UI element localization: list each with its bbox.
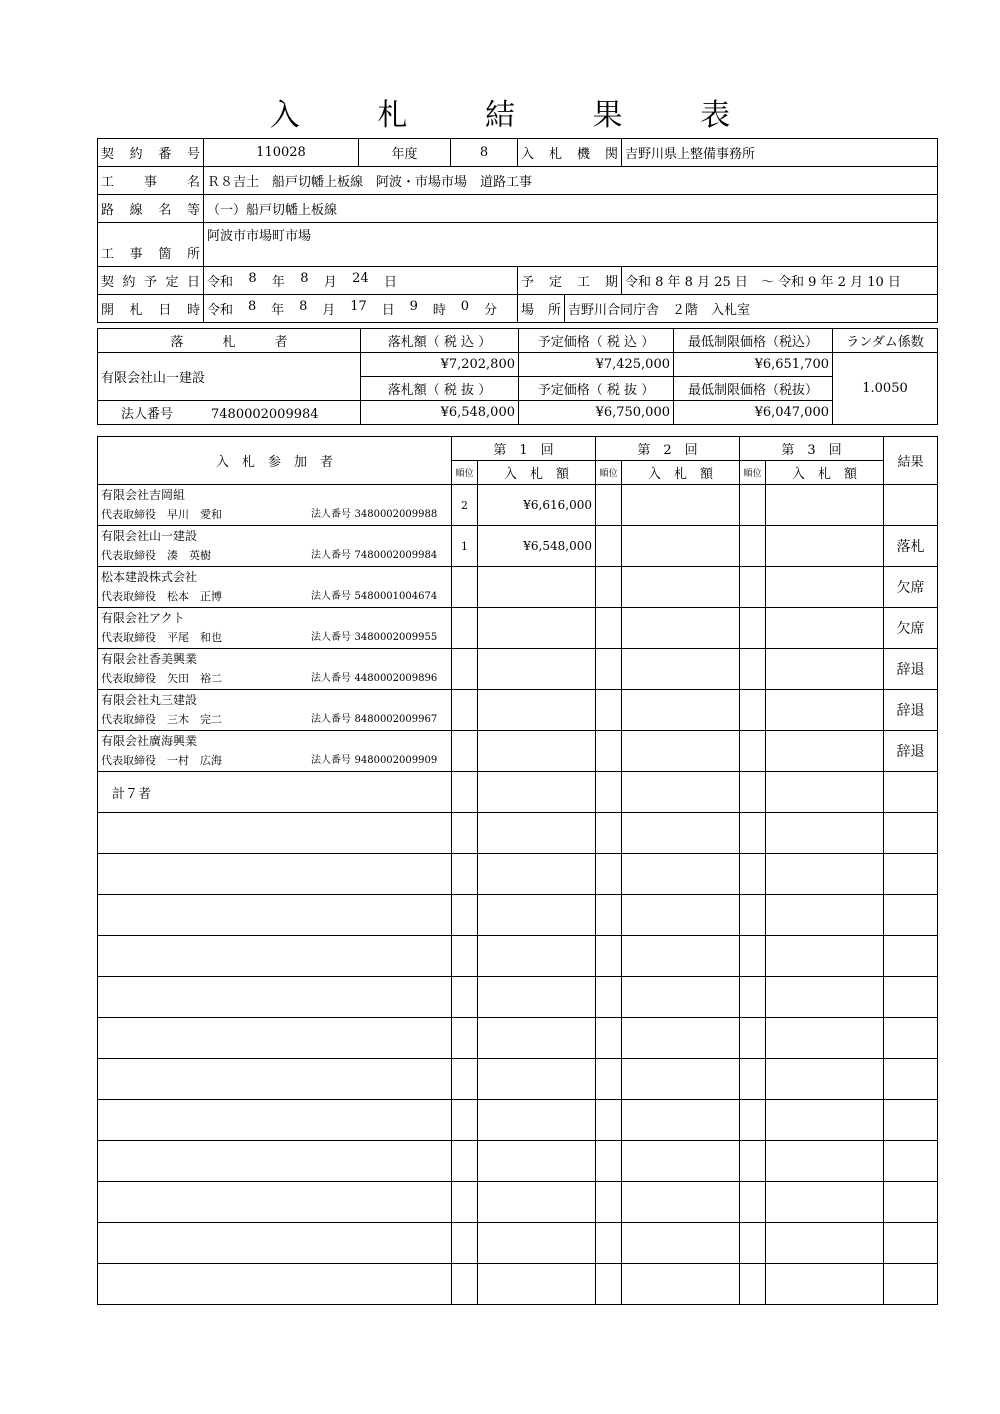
bidder-cell [98,485,452,526]
tax-ex-label: 落札額（ 税 抜 ） [361,377,519,401]
empty-cell [766,1264,884,1305]
bidder-round2-amount [622,649,740,690]
contract-date-year: 8 [248,271,257,286]
empty-cell [622,1100,740,1141]
bidder-representative: 代表取締役 松本 正博 [101,590,222,603]
contract-date-month-unit: 月 [323,275,337,290]
empty-cell [622,1223,740,1264]
empty-cell [596,1018,622,1059]
bidder-round1-rank [452,690,478,731]
empty-cell [478,813,596,854]
work-name-label: 工事名 [98,167,204,195]
bidder-result: 辞退 [884,690,938,731]
empty-cell [452,1018,478,1059]
empty-cell [622,936,740,977]
route: （一）船戸切幡上板線 [204,195,938,223]
round1-rank-label: 順位 [452,461,478,485]
empty-cell [766,977,884,1018]
blank-row [98,1264,938,1305]
empty-cell [740,1264,766,1305]
bidder-row [98,649,938,690]
contract-date-day-unit: 日 [383,275,397,290]
empty-cell [622,813,740,854]
contract-no-label: 契約番号 [98,139,204,167]
empty-cell [478,936,596,977]
year: 8 [451,139,518,167]
contract-no: 110028 [204,139,359,167]
empty-cell [596,1223,622,1264]
empty-cell [884,1264,938,1305]
empty-cell [452,895,478,936]
empty-cell [478,1223,596,1264]
bidder-round3-rank [740,485,766,526]
empty-cell [596,1141,622,1182]
place-label: 場所 [518,295,565,323]
bidder-row [98,690,938,731]
empty-cell [766,895,884,936]
empty-cell [478,1141,596,1182]
empty-cell [478,854,596,895]
period: 令和 8 年 8 月 25 日 ～ 令和 9 年 2 月 10 日 [622,267,938,295]
bidder-cell [98,567,452,608]
blank-row [98,977,938,1018]
empty-cell [766,772,884,813]
min-in-amount: ¥6,651,700 [674,353,833,377]
bidder-corp-label: 法人番号 [311,591,351,602]
open-date-label: 開札日時 [98,295,204,323]
empty-cell [740,895,766,936]
empty-cell [766,854,884,895]
bidder-round3-amount [766,526,884,567]
bidder-corp-no: 7480002009984 [354,550,438,561]
open-date-era: 令和 [207,303,234,318]
empty-cell [740,1018,766,1059]
bidder-corp-label: 法人番号 [311,632,351,643]
empty-cell [98,1100,452,1141]
empty-cell [622,1018,740,1059]
bidder-company: 有限会社香美興業 [101,652,198,666]
empty-cell [596,1264,622,1305]
empty-cell [766,936,884,977]
year-label: 年度 [359,139,451,167]
empty-cell [452,1223,478,1264]
bidder-corp-label: 法人番号 [311,673,351,684]
empty-cell [740,1100,766,1141]
bidder-round1-rank [452,608,478,649]
tax-in-label: 落札額（ 税 込 ） [361,329,519,353]
min-ex-label: 最低制限価格（税抜） [674,377,833,401]
bidder-representative: 代表取締役 一村 広海 [101,754,222,767]
tax-in-amount: ¥7,202,800 [361,353,519,377]
empty-cell [98,1182,452,1223]
blank-row [98,1141,938,1182]
bidder-corp-no: 3480002009988 [354,509,438,520]
bidder-round1-rank [452,567,478,608]
bidder-corp-no: 3480002009955 [354,632,438,643]
award-table [97,328,938,425]
contract-date-year-unit: 年 [271,275,285,290]
empty-cell [452,1141,478,1182]
empty-cell [452,1182,478,1223]
open-date-year: 8 [247,299,257,314]
contract-date [204,267,518,295]
place: 吉野川合同庁舎 ２階 入札室 [565,295,938,323]
est-ex-label: 予定価格（ 税 抜 ） [519,377,674,401]
blank-row [98,854,938,895]
empty-cell [596,1059,622,1100]
empty-cell [452,1100,478,1141]
round2-amount-label: 入 札 額 [622,461,740,485]
empty-cell [766,1018,884,1059]
bidder-row [98,608,938,649]
bidder-company: 有限会社丸三建設 [101,693,198,707]
empty-cell [452,854,478,895]
bidder-corp-label: 法人番号 [311,550,351,561]
bidder-round1-amount [478,690,596,731]
bidder-round3-rank [740,690,766,731]
empty-cell [884,936,938,977]
winner-header: 落 札 者 [98,329,361,353]
empty-cell [98,1223,452,1264]
bidder-corp-label: 法人番号 [311,755,351,766]
bidder-representative: 代表取締役 湊 英樹 [101,549,211,562]
bidder-corp-no: 5480001004674 [354,591,438,602]
corp-no: 7480002009984 [211,407,319,422]
bidder-round1-amount [478,649,596,690]
empty-cell [740,772,766,813]
empty-cell [478,1264,596,1305]
bidder-round3-rank [740,567,766,608]
empty-cell [884,1223,938,1264]
empty-cell [740,854,766,895]
bidder-cell [98,690,452,731]
est-ex-amount: ¥6,750,000 [519,401,674,425]
est-in-amount: ¥7,425,000 [519,353,674,377]
random-coefficient: 1.0050 [833,353,938,425]
bidder-result [884,485,938,526]
bidder-cell [98,649,452,690]
bidder-representative: 代表取締役 早川 愛和 [101,508,222,521]
bidder-company: 有限会社吉岡組 [101,488,186,502]
bidder-row [98,526,938,567]
blank-row [98,1182,938,1223]
bidder-round3-rank [740,731,766,772]
empty-cell [884,895,938,936]
bidder-round2-rank [596,731,622,772]
empty-cell [452,1059,478,1100]
bidder-round1-rank: 2 [452,485,478,526]
corp-no-label: 法人番号 [121,407,174,422]
bidder-round2-rank [596,690,622,731]
empty-cell [452,813,478,854]
bidder-cell [98,731,452,772]
empty-cell [596,1100,622,1141]
min-ex-amount: ¥6,047,000 [674,401,833,425]
empty-cell [622,1141,740,1182]
empty-cell [596,1182,622,1223]
empty-cell [478,977,596,1018]
open-date-minute: 0 [460,299,470,314]
empty-cell [98,977,452,1018]
bidder-round3-amount [766,567,884,608]
tax-ex-amount: ¥6,548,000 [361,401,519,425]
est-in-label: 予定価格（ 税 込 ） [519,329,674,353]
empty-cell [452,936,478,977]
round3-header: 第 3 回 [740,437,884,461]
empty-cell [884,813,938,854]
open-date [204,295,518,323]
open-date-month: 8 [299,299,308,314]
location-label: 工事箇所 [98,223,204,267]
contract-date-day: 24 [352,271,369,286]
empty-cell [740,1059,766,1100]
bidder-round2-amount [622,731,740,772]
bidder-round3-amount [766,485,884,526]
empty-cell [622,1059,740,1100]
empty-cell [98,895,452,936]
bidder-round2-rank [596,649,622,690]
bidder-company: 有限会社廣海興業 [101,734,198,748]
empty-cell [884,1059,938,1100]
min-in-label: 最低制限価格（税込） [674,329,833,353]
open-date-year-unit: 年 [271,303,285,318]
empty-cell [478,1182,596,1223]
bidder-round1-amount: ¥6,616,000 [478,485,596,526]
bid-results-table [97,436,938,1305]
open-date-day: 17 [350,299,367,314]
round3-rank-label: 順位 [740,461,766,485]
blank-row [98,1059,938,1100]
contract-date-month: 8 [300,271,309,286]
empty-cell [622,1182,740,1223]
winner-name: 有限会社山一建設 [98,353,361,401]
open-date-hour-unit: 時 [432,303,446,318]
bidder-round3-amount [766,649,884,690]
empty-cell [596,772,622,813]
blank-row [98,813,938,854]
empty-cell [98,1059,452,1100]
bidder-result: 辞退 [884,731,938,772]
empty-cell [478,895,596,936]
round1-amount-label: 入 札 額 [478,461,596,485]
empty-cell [884,854,938,895]
empty-cell [622,1264,740,1305]
bidder-round2-amount [622,526,740,567]
open-date-day-unit: 日 [381,303,395,318]
bidder-cell [98,608,452,649]
empty-cell [884,1141,938,1182]
empty-cell [740,1141,766,1182]
blank-row [98,1100,938,1141]
round2-rank-label: 順位 [596,461,622,485]
bidder-round2-rank [596,608,622,649]
blank-row [98,1223,938,1264]
empty-cell [766,1141,884,1182]
blank-row [98,936,938,977]
empty-cell [452,1264,478,1305]
bidder-round2-amount [622,485,740,526]
period-label: 予定工期 [518,267,622,295]
total-row [98,772,938,813]
bidder-round3-rank [740,649,766,690]
bidder-result: 辞退 [884,649,938,690]
bidder-round3-amount [766,608,884,649]
empty-cell [596,813,622,854]
empty-cell [884,772,938,813]
empty-cell [766,1100,884,1141]
bidder-round2-rank [596,526,622,567]
empty-cell [740,936,766,977]
bidder-representative: 代表取締役 矢田 裕二 [101,672,222,685]
bidder-company: 松本建設株式会社 [101,570,198,584]
agency: 吉野川県上整備事務所 [622,139,938,167]
empty-cell [452,977,478,1018]
empty-cell [740,1182,766,1223]
bidder-corp-no: 8480002009967 [354,714,438,725]
bidder-round2-amount [622,567,740,608]
round2-header: 第 2 回 [596,437,740,461]
round1-header: 第 1 回 [452,437,596,461]
empty-cell [766,1182,884,1223]
round3-amount-label: 入 札 額 [766,461,884,485]
contract-info-table [97,138,938,323]
location: 阿波市市場町市場 [204,223,938,267]
bidder-round1-amount [478,608,596,649]
bidder-round1-rank [452,649,478,690]
bidder-round1-rank [452,731,478,772]
page-title: 入 札 結 果 表 [269,98,765,133]
empty-cell [884,977,938,1018]
empty-cell [622,895,740,936]
empty-cell [884,1182,938,1223]
bidder-result: 欠席 [884,608,938,649]
bidder-round2-amount [622,690,740,731]
contract-date-label: 契約予定日 [98,267,204,295]
bidder-row [98,567,938,608]
total-count: 計７者 [98,772,452,813]
empty-cell [478,1018,596,1059]
empty-cell [740,1223,766,1264]
open-date-minute-unit: 分 [483,303,497,318]
empty-cell [452,772,478,813]
work-name: Ｒ８吉土 船戸切幡上板線 阿波・市場市場 道路工事 [204,167,938,195]
empty-cell [622,854,740,895]
empty-cell [98,1264,452,1305]
bidder-round3-rank [740,526,766,567]
empty-cell [98,1018,452,1059]
empty-cell [596,895,622,936]
agency-label: 入札機関 [518,139,622,167]
empty-cell [766,1223,884,1264]
bidder-cell [98,526,452,567]
bidder-round2-amount [622,608,740,649]
empty-cell [766,813,884,854]
empty-cell [740,977,766,1018]
route-label: 路線名等 [98,195,204,223]
empty-cell [766,1059,884,1100]
empty-cell [98,854,452,895]
bidder-round3-amount [766,731,884,772]
bid-rows [98,485,938,1305]
bidder-corp-label: 法人番号 [311,509,351,520]
bidder-round1-rank: 1 [452,526,478,567]
bidder-round2-rank [596,485,622,526]
result-header: 結果 [884,437,938,485]
bidder-corp-no: 9480002009909 [354,755,438,766]
bidder-round3-rank [740,608,766,649]
empty-cell [596,936,622,977]
bidder-round2-rank [596,567,622,608]
bidder-result: 欠席 [884,567,938,608]
bidder-round1-amount [478,567,596,608]
contract-date-era: 令和 [207,275,234,290]
bidder-representative: 代表取締役 三木 完二 [101,713,222,726]
winner-corp-no [98,401,361,425]
open-date-month-unit: 月 [322,303,336,318]
empty-cell [740,813,766,854]
empty-cell [622,772,740,813]
bidder-company: 有限会社アクト [101,611,185,625]
empty-cell [98,813,452,854]
bidder-company: 有限会社山一建設 [101,529,198,543]
empty-cell [478,1100,596,1141]
empty-cell [478,1059,596,1100]
open-date-hour: 9 [409,299,418,314]
bidder-round1-amount [478,731,596,772]
blank-row [98,895,938,936]
empty-cell [596,854,622,895]
bidder-round1-amount: ¥6,548,000 [478,526,596,567]
blank-row [98,1018,938,1059]
bidder-round3-amount [766,690,884,731]
random-label: ランダム係数 [833,329,938,353]
bidder-row [98,731,938,772]
bidder-corp-label: 法人番号 [311,714,351,725]
empty-cell [884,1018,938,1059]
empty-cell [596,977,622,1018]
bidder-corp-no: 4480002009896 [354,673,438,684]
bidder-representative: 代表取締役 平尾 和也 [101,631,222,644]
bidder-result: 落札 [884,526,938,567]
empty-cell [622,977,740,1018]
empty-cell [98,936,452,977]
empty-cell [478,772,596,813]
empty-cell [98,1141,452,1182]
bidder-row [98,485,938,526]
empty-cell [884,1100,938,1141]
participants-header: 入 札 参 加 者 [98,437,452,485]
